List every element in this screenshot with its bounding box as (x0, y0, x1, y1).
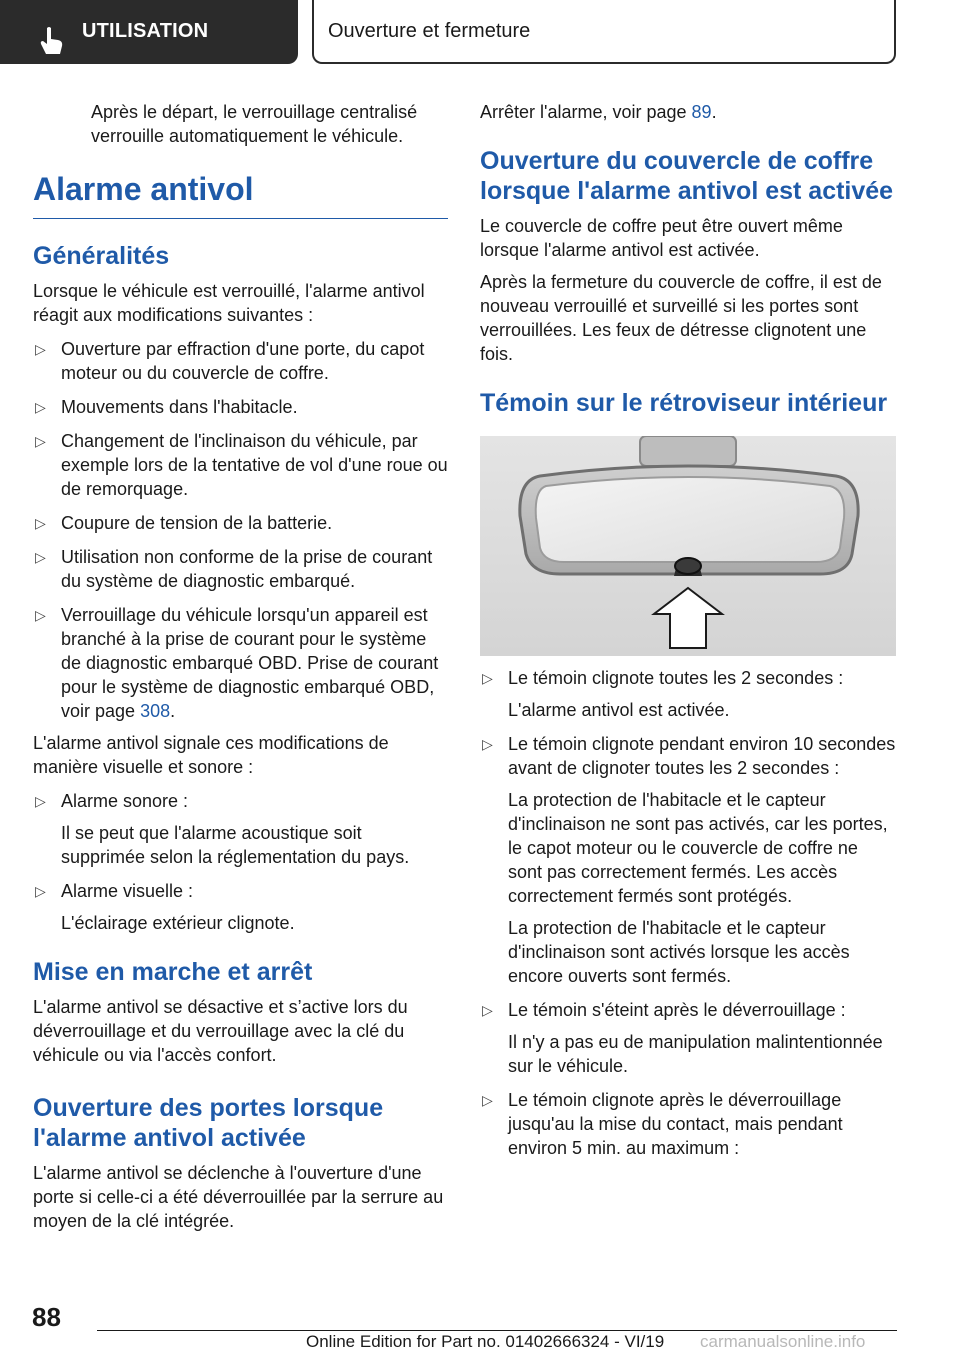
triangle-bullet-icon: ▷ (35, 549, 46, 565)
modifications-list (33, 337, 448, 723)
chapter-tab (312, 0, 896, 64)
triangle-bullet-icon: ▷ (35, 793, 46, 809)
footer-watermark: carmanualsonline.info (700, 1332, 866, 1351)
page-number: 88 (32, 1302, 61, 1332)
list-item: ▷ Utilisation non conforme de la prise de courant du système de diagnostic embarqué. (35, 547, 433, 591)
list-item: ▷ Le témoin clignote pendant environ 10 secondes avant de clignoter toutes les 2 secondes : La protection de l'habitacle et le capteur d'inclinaison ne sont pas activés, car les portes, le capot moteur ou le couvercle de coffre ne sont pas correctement fermés. Les accès correctement fermés sont protégés. La protection de l'habitacle et le capteur d'inclinaison sont activés lorsque les accès encore ouverts sont fermés. (482, 734, 896, 986)
triangle-bullet-icon: ▷ (482, 1002, 493, 1018)
page-link-308[interactable]: 308 (140, 701, 171, 721)
triangle-bullet-icon: ▷ (35, 341, 46, 357)
footer-rule (97, 1330, 897, 1331)
list-item: ▷ Alarme sonore : Il se peut que l'alarme acoustique soit supprimée selon la réglementation du pays. (35, 791, 410, 867)
list-item: ▷ Changement de l'inclinaison du véhicule, par exemple lors de la tentative de vol d'une roue ou de remorquage. (35, 431, 448, 499)
paragraph-arreter-alarme: Arrêter l'alarme, voir page 89. (480, 102, 717, 122)
list-item: ▷ Coupure de tension de la batterie. (35, 513, 333, 533)
left-column (33, 100, 448, 1233)
section-tab (0, 0, 298, 64)
right-column (480, 100, 896, 1160)
chapter-title: Ouverture et fermeture (328, 20, 531, 42)
section-title: UTILISATION (82, 20, 209, 42)
list-item: ▷ Le témoin clignote après le déverrouillage jusqu'au la mise du contact, mais pendant environ 5 min. au maximum : (482, 1090, 843, 1158)
list-item: ▷ Mouvements dans l'habitacle. (35, 397, 298, 417)
triangle-bullet-icon: ▷ (482, 670, 493, 686)
rearview-mirror-illustration (480, 436, 896, 656)
triangle-bullet-icon: ▷ (35, 607, 46, 623)
indicator-list (480, 666, 896, 1160)
heading-mise-en-marche: Mise en marche et arrêt (33, 958, 313, 986)
alarm-types-list (33, 789, 448, 935)
intro-paragraph: Après le départ, le verrouillage centralisé verrouille automatiquement le véhicule. (91, 102, 418, 146)
paragraph-generalites: Lorsque le véhicule est verrouillé, l'alarme antivol réagit aux modifications suivantes : (33, 281, 425, 325)
triangle-bullet-icon: ▷ (482, 1092, 493, 1108)
paragraph-coffre-2: Après la fermeture du couvercle de coffre, il est de nouveau verrouillé et surveillé si les portes sont verrouillées. Les feux de détresse clignotent une fois. (480, 272, 882, 364)
triangle-bullet-icon: ▷ (35, 399, 46, 415)
list-item: ▷ Alarme visuelle : L'éclairage extérieur clignote. (35, 881, 295, 933)
triangle-bullet-icon: ▷ (35, 433, 46, 449)
triangle-bullet-icon: ▷ (482, 736, 493, 752)
triangle-bullet-icon: ▷ (35, 515, 46, 531)
list-item: ▷ Le témoin s'éteint après le déverrouillage : Il n'y a pas eu de manipulation malintentionnée sur le véhicule. (482, 1000, 883, 1076)
hand-pointer-icon (38, 26, 66, 56)
triangle-bullet-icon: ▷ (35, 883, 46, 899)
heading-alarme-antivol: Alarme antivol (33, 170, 448, 219)
list-item: ▷ Verrouillage du véhicule lorsqu'un appareil est branché à la prise de courant pour le système de diagnostic embarqué OBD. Prise de courant pour le système de diagnostic embarqué OBD, voir page 308. (35, 605, 439, 721)
footer-edition: Online Edition for Part no. 01402666324 - VI/19 (306, 1332, 665, 1351)
heading-ouverture-portes: Ouverture des portes lorsque l'alarme antivol activée (33, 1094, 384, 1152)
heading-temoin-retroviseur: Témoin sur le rétroviseur intérieur (480, 389, 888, 417)
paragraph-mise-en-marche: L'alarme antivol se désactive et s’active lors du déverrouillage et du verrouillage avec la clé du véhicule ou via l'accès confort. (33, 997, 408, 1065)
list-item: ▷ Le témoin clignote toutes les 2 secondes : L'alarme antivol est activée. (482, 668, 844, 720)
heading-ouverture-coffre: Ouverture du couvercle de coffre lorsque l'alarme antivol est activée (480, 147, 894, 205)
paragraph-ouverture-portes: L'alarme antivol se déclenche à l'ouverture d'une porte si celle-ci a été déverrouillée par la serrure au moyen de la clé intégrée. (33, 1163, 444, 1231)
paragraph-coffre-1: Le couvercle de coffre peut être ouvert même lorsque l'alarme antivol est activée. (480, 216, 843, 260)
list-item: ▷ Ouverture par effraction d'une porte, du capot moteur ou du couvercle de coffre. (35, 339, 425, 383)
paragraph-signal: L'alarme antivol signale ces modifications de manière visuelle et sonore : (33, 733, 389, 777)
heading-generalites: Généralités (33, 242, 170, 270)
page-link-89[interactable]: 89 (691, 102, 712, 122)
